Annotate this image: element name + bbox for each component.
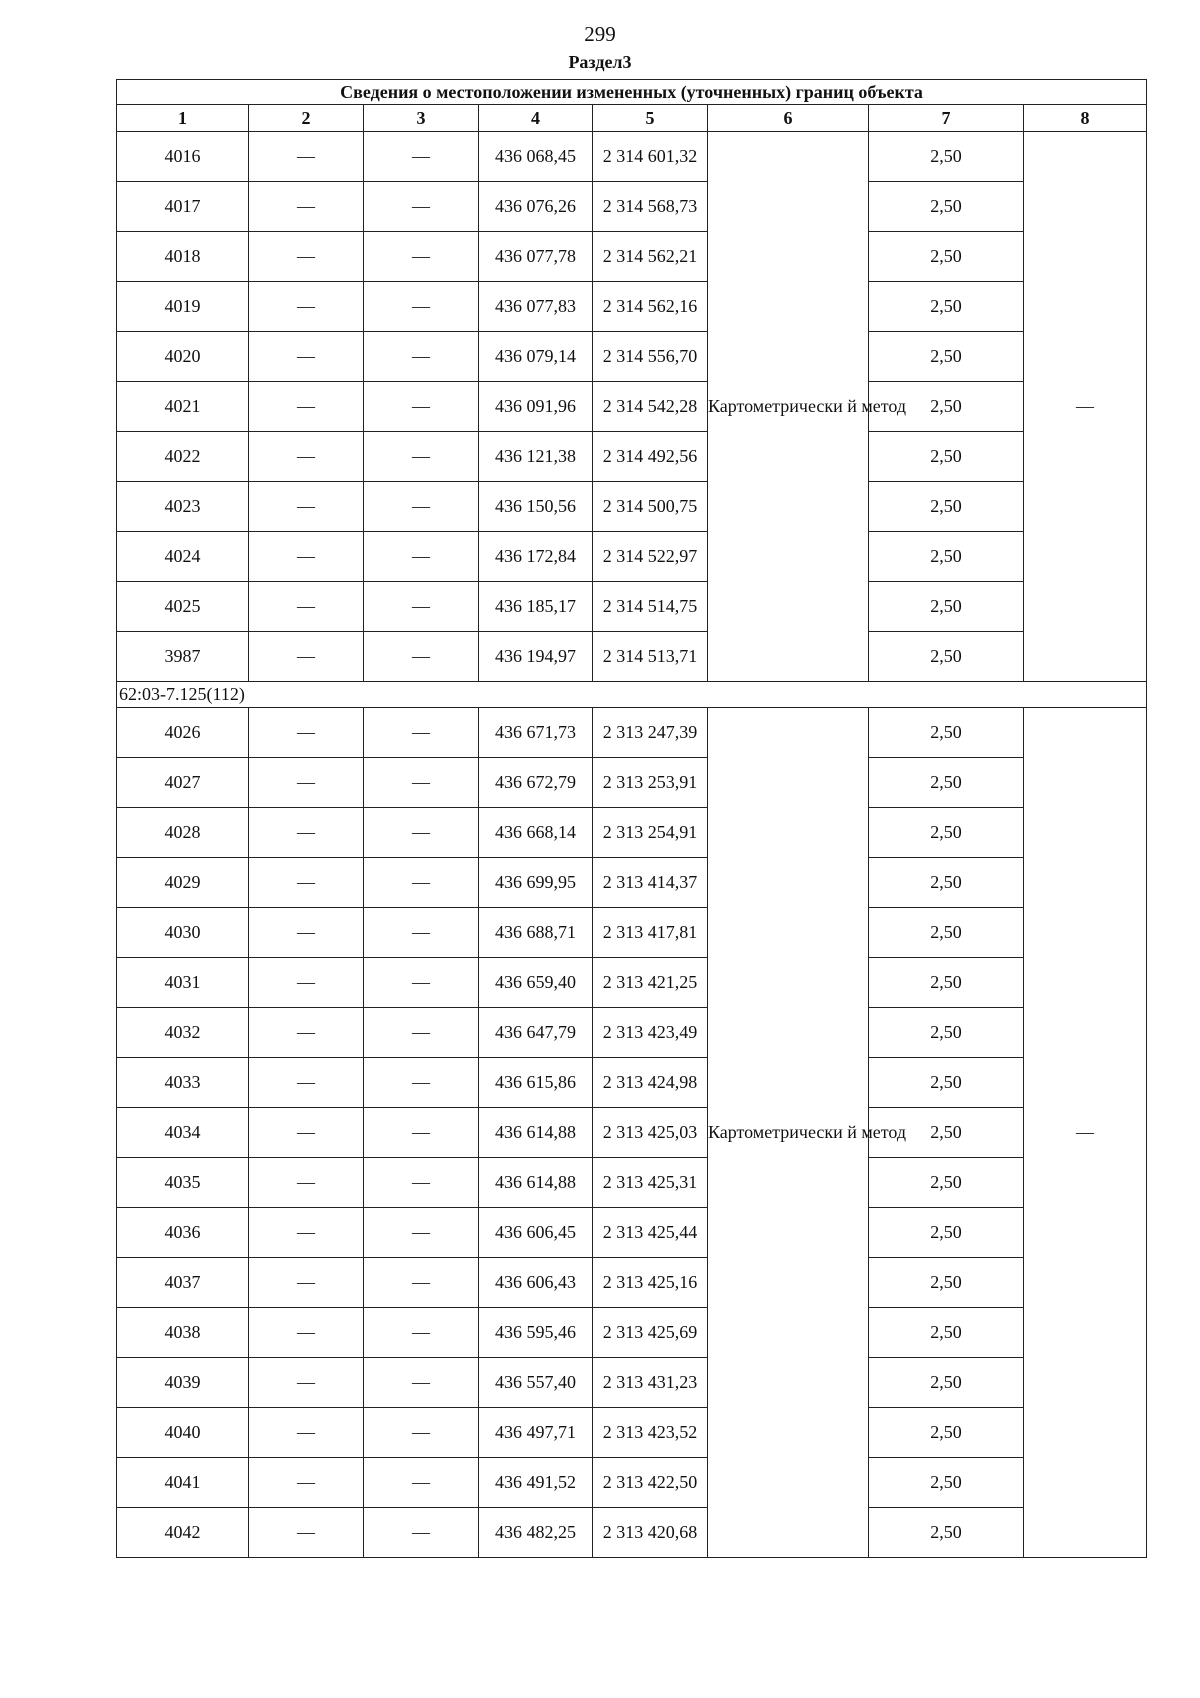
col2-value: — xyxy=(249,632,364,682)
table-row xyxy=(117,858,1147,908)
col3-value: — xyxy=(364,382,479,432)
point-number: 4042 xyxy=(117,1508,249,1558)
y-coordinate: 2 314 514,75 xyxy=(593,582,708,632)
y-coordinate: 2 314 601,32 xyxy=(593,132,708,182)
point-number: 4038 xyxy=(117,1308,249,1358)
x-coordinate: 436 079,14 xyxy=(479,332,593,382)
table-row xyxy=(117,582,1147,632)
point-number: 4029 xyxy=(117,858,249,908)
x-coordinate: 436 077,83 xyxy=(479,282,593,332)
y-coordinate: 2 313 424,98 xyxy=(593,1058,708,1108)
col2-value: — xyxy=(249,282,364,332)
table-row xyxy=(117,332,1147,382)
x-coordinate: 436 606,43 xyxy=(479,1258,593,1308)
point-number: 4039 xyxy=(117,1358,249,1408)
table-row xyxy=(117,532,1147,582)
col3-value: — xyxy=(364,282,479,332)
coordinates-table xyxy=(116,79,1147,1558)
accuracy-value: 2,50 xyxy=(869,1208,1024,1258)
col2-value: — xyxy=(249,132,364,182)
accuracy-value: 2,50 xyxy=(869,958,1024,1008)
col3-value: — xyxy=(364,1208,479,1258)
accuracy-value: 2,50 xyxy=(869,1358,1024,1408)
x-coordinate: 436 482,25 xyxy=(479,1508,593,1558)
col2-value: — xyxy=(249,1008,364,1058)
y-coordinate: 2 314 562,16 xyxy=(593,282,708,332)
y-coordinate: 2 314 556,70 xyxy=(593,332,708,382)
y-coordinate: 2 313 425,03 xyxy=(593,1108,708,1158)
point-number: 4034 xyxy=(117,1108,249,1158)
point-number: 4025 xyxy=(117,582,249,632)
table-row xyxy=(117,482,1147,532)
col3-value: — xyxy=(364,1458,479,1508)
table-row xyxy=(117,232,1147,282)
col3-value: — xyxy=(364,1108,479,1158)
x-coordinate: 436 647,79 xyxy=(479,1008,593,1058)
y-coordinate: 2 313 425,16 xyxy=(593,1258,708,1308)
y-coordinate: 2 313 421,25 xyxy=(593,958,708,1008)
table-row xyxy=(117,1008,1147,1058)
column-header: 1 xyxy=(117,105,249,132)
table-row xyxy=(117,382,1147,432)
y-coordinate: 2 313 423,52 xyxy=(593,1408,708,1458)
accuracy-value: 2,50 xyxy=(869,482,1024,532)
col3-value: — xyxy=(364,1008,479,1058)
x-coordinate: 436 606,45 xyxy=(479,1208,593,1258)
table-row xyxy=(117,432,1147,482)
x-coordinate: 436 068,45 xyxy=(479,132,593,182)
point-number: 4040 xyxy=(117,1408,249,1458)
col3-value: — xyxy=(364,708,479,758)
point-number: 3987 xyxy=(117,632,249,682)
col3-value: — xyxy=(364,632,479,682)
point-number: 4041 xyxy=(117,1458,249,1508)
col2-value: — xyxy=(249,858,364,908)
point-number: 4027 xyxy=(117,758,249,808)
point-number: 4037 xyxy=(117,1258,249,1308)
x-coordinate: 436 077,78 xyxy=(479,232,593,282)
x-coordinate: 436 150,56 xyxy=(479,482,593,532)
table-row xyxy=(117,1458,1147,1508)
table-caption: Сведения о местоположении измененных (уточненных) границ объекта xyxy=(117,80,1147,105)
col2-value: — xyxy=(249,232,364,282)
table-row xyxy=(117,908,1147,958)
point-number: 4032 xyxy=(117,1008,249,1058)
method-cell: Картометрически й метод xyxy=(708,708,869,1558)
accuracy-value: 2,50 xyxy=(869,1108,1024,1158)
col3-value: — xyxy=(364,1158,479,1208)
table-row xyxy=(117,708,1147,758)
table-row xyxy=(117,808,1147,858)
table-row xyxy=(117,182,1147,232)
table-row xyxy=(117,1308,1147,1358)
page-number: 299 xyxy=(584,22,616,46)
y-coordinate: 2 313 423,49 xyxy=(593,1008,708,1058)
table-caption-row xyxy=(117,80,1147,105)
col3-value: — xyxy=(364,182,479,232)
accuracy-value: 2,50 xyxy=(869,382,1024,432)
point-number: 4017 xyxy=(117,182,249,232)
point-number: 4028 xyxy=(117,808,249,858)
table-row xyxy=(117,1108,1147,1158)
x-coordinate: 436 614,88 xyxy=(479,1158,593,1208)
accuracy-value: 2,50 xyxy=(869,858,1024,908)
x-coordinate: 436 557,40 xyxy=(479,1358,593,1408)
x-coordinate: 436 497,71 xyxy=(479,1408,593,1458)
x-coordinate: 436 076,26 xyxy=(479,182,593,232)
accuracy-value: 2,50 xyxy=(869,332,1024,382)
x-coordinate: 436 672,79 xyxy=(479,758,593,808)
accuracy-value: 2,50 xyxy=(869,808,1024,858)
col2-value: — xyxy=(249,432,364,482)
y-coordinate: 2 313 425,31 xyxy=(593,1158,708,1208)
x-coordinate: 436 491,52 xyxy=(479,1458,593,1508)
y-coordinate: 2 314 568,73 xyxy=(593,182,708,232)
column-header: 8 xyxy=(1024,105,1147,132)
col2-value: — xyxy=(249,582,364,632)
table-body xyxy=(117,80,1147,1558)
point-number: 4035 xyxy=(117,1158,249,1208)
table-row xyxy=(117,1208,1147,1258)
y-coordinate: 2 313 425,69 xyxy=(593,1308,708,1358)
point-number: 4036 xyxy=(117,1208,249,1258)
col2-value: — xyxy=(249,808,364,858)
col2-value: — xyxy=(249,1508,364,1558)
accuracy-value: 2,50 xyxy=(869,1408,1024,1458)
y-coordinate: 2 313 253,91 xyxy=(593,758,708,808)
accuracy-value: 2,50 xyxy=(869,232,1024,282)
point-number: 4019 xyxy=(117,282,249,332)
table-row xyxy=(117,1058,1147,1108)
group-label: 62:03-7.125(112) xyxy=(117,682,1147,708)
method-cell: Картометрически й метод xyxy=(708,132,869,682)
y-coordinate: 2 313 420,68 xyxy=(593,1508,708,1558)
y-coordinate: 2 314 513,71 xyxy=(593,632,708,682)
accuracy-value: 2,50 xyxy=(869,708,1024,758)
col2-value: — xyxy=(249,958,364,1008)
point-number: 4031 xyxy=(117,958,249,1008)
col3-value: — xyxy=(364,758,479,808)
col2-value: — xyxy=(249,1208,364,1258)
y-coordinate: 2 313 417,81 xyxy=(593,908,708,958)
y-coordinate: 2 314 492,56 xyxy=(593,432,708,482)
x-coordinate: 436 091,96 xyxy=(479,382,593,432)
accuracy-value: 2,50 xyxy=(869,1508,1024,1558)
table-row xyxy=(117,1158,1147,1208)
col2-value: — xyxy=(249,708,364,758)
section-title: Раздел3 xyxy=(568,52,632,72)
col2-value: — xyxy=(249,382,364,432)
col2-value: — xyxy=(249,532,364,582)
point-number: 4021 xyxy=(117,382,249,432)
x-coordinate: 436 671,73 xyxy=(479,708,593,758)
table-row xyxy=(117,958,1147,1008)
col2-value: — xyxy=(249,1158,364,1208)
point-number: 4026 xyxy=(117,708,249,758)
col3-value: — xyxy=(364,958,479,1008)
column-header: 3 xyxy=(364,105,479,132)
col2-value: — xyxy=(249,758,364,808)
point-number: 4023 xyxy=(117,482,249,532)
accuracy-value: 2,50 xyxy=(869,182,1024,232)
point-number: 4024 xyxy=(117,532,249,582)
x-coordinate: 436 194,97 xyxy=(479,632,593,682)
accuracy-value: 2,50 xyxy=(869,582,1024,632)
accuracy-value: 2,50 xyxy=(869,908,1024,958)
column-header-row xyxy=(117,105,1147,132)
x-coordinate: 436 615,86 xyxy=(479,1058,593,1108)
col3-value: — xyxy=(364,1308,479,1358)
table-row xyxy=(117,1408,1147,1458)
col2-value: — xyxy=(249,182,364,232)
col2-value: — xyxy=(249,1408,364,1458)
y-coordinate: 2 314 542,28 xyxy=(593,382,708,432)
x-coordinate: 436 699,95 xyxy=(479,858,593,908)
y-coordinate: 2 314 562,21 xyxy=(593,232,708,282)
column-header: 5 xyxy=(593,105,708,132)
accuracy-value: 2,50 xyxy=(869,132,1024,182)
y-coordinate: 2 313 414,37 xyxy=(593,858,708,908)
table-row xyxy=(117,1508,1147,1558)
x-coordinate: 436 595,46 xyxy=(479,1308,593,1358)
accuracy-value: 2,50 xyxy=(869,432,1024,482)
table-row xyxy=(117,632,1147,682)
column-header: 7 xyxy=(869,105,1024,132)
y-coordinate: 2 313 254,91 xyxy=(593,808,708,858)
table-row xyxy=(117,132,1147,182)
col3-value: — xyxy=(364,132,479,182)
x-coordinate: 436 172,84 xyxy=(479,532,593,582)
col3-value: — xyxy=(364,1408,479,1458)
col2-value: — xyxy=(249,332,364,382)
column-header: 6 xyxy=(708,105,869,132)
point-number: 4030 xyxy=(117,908,249,958)
col3-value: — xyxy=(364,332,479,382)
x-coordinate: 436 121,38 xyxy=(479,432,593,482)
column-header: 4 xyxy=(479,105,593,132)
y-coordinate: 2 314 522,97 xyxy=(593,532,708,582)
col2-value: — xyxy=(249,1258,364,1308)
col3-value: — xyxy=(364,858,479,908)
col3-value: — xyxy=(364,808,479,858)
point-number: 4033 xyxy=(117,1058,249,1108)
accuracy-value: 2,50 xyxy=(869,1258,1024,1308)
col3-value: — xyxy=(364,1508,479,1558)
col3-value: — xyxy=(364,582,479,632)
x-coordinate: 436 688,71 xyxy=(479,908,593,958)
table-row xyxy=(117,282,1147,332)
col3-value: — xyxy=(364,532,479,582)
y-coordinate: 2 314 500,75 xyxy=(593,482,708,532)
table-row xyxy=(117,1258,1147,1308)
col3-value: — xyxy=(364,482,479,532)
col3-value: — xyxy=(364,1258,479,1308)
point-number: 4022 xyxy=(117,432,249,482)
table-row xyxy=(117,758,1147,808)
accuracy-value: 2,50 xyxy=(869,758,1024,808)
x-coordinate: 436 185,17 xyxy=(479,582,593,632)
accuracy-value: 2,50 xyxy=(869,1308,1024,1358)
col3-value: — xyxy=(364,232,479,282)
col2-value: — xyxy=(249,1108,364,1158)
point-number: 4018 xyxy=(117,232,249,282)
accuracy-value: 2,50 xyxy=(869,1458,1024,1508)
group-label-row xyxy=(117,682,1147,708)
accuracy-value: 2,50 xyxy=(869,1008,1024,1058)
x-coordinate: 436 614,88 xyxy=(479,1108,593,1158)
table-row xyxy=(117,1358,1147,1408)
col3-value: — xyxy=(364,1358,479,1408)
accuracy-value: 2,50 xyxy=(869,632,1024,682)
col8-cell: — xyxy=(1024,132,1147,682)
y-coordinate: 2 313 425,44 xyxy=(593,1208,708,1258)
col2-value: — xyxy=(249,1308,364,1358)
col2-value: — xyxy=(249,482,364,532)
accuracy-value: 2,50 xyxy=(869,1058,1024,1108)
col2-value: — xyxy=(249,1058,364,1108)
col8-cell: — xyxy=(1024,708,1147,1558)
accuracy-value: 2,50 xyxy=(869,1158,1024,1208)
col2-value: — xyxy=(249,1358,364,1408)
y-coordinate: 2 313 247,39 xyxy=(593,708,708,758)
col3-value: — xyxy=(364,432,479,482)
column-header: 2 xyxy=(249,105,364,132)
point-number: 4020 xyxy=(117,332,249,382)
x-coordinate: 436 668,14 xyxy=(479,808,593,858)
x-coordinate: 436 659,40 xyxy=(479,958,593,1008)
col3-value: — xyxy=(364,1058,479,1108)
col3-value: — xyxy=(364,908,479,958)
y-coordinate: 2 313 431,23 xyxy=(593,1358,708,1408)
col2-value: — xyxy=(249,1458,364,1508)
y-coordinate: 2 313 422,50 xyxy=(593,1458,708,1508)
col2-value: — xyxy=(249,908,364,958)
accuracy-value: 2,50 xyxy=(869,282,1024,332)
point-number: 4016 xyxy=(117,132,249,182)
accuracy-value: 2,50 xyxy=(869,532,1024,582)
